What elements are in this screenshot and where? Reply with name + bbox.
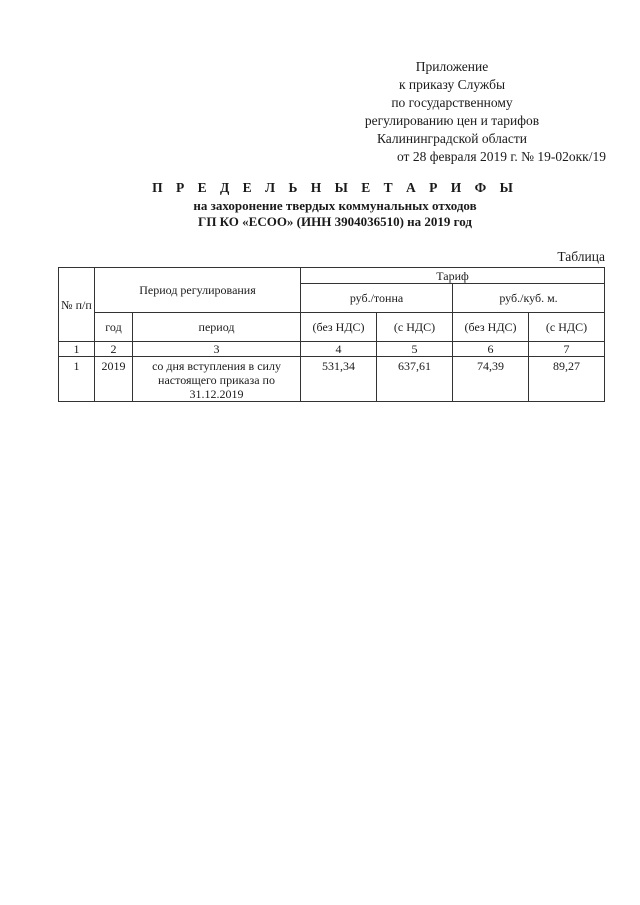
header-year: год	[95, 313, 133, 342]
title-organization: ГП КО «ЕСОО» (ИНН 3904036510) на 2019 год	[198, 214, 472, 229]
row-m3-vat: 89,27	[529, 357, 605, 402]
row-period: со дня вступления в силу настоящего приказа по 31.12.2019	[133, 357, 301, 402]
column-index: 5	[377, 342, 453, 357]
row-number: 1	[59, 357, 95, 402]
header-tariff: Тариф	[301, 268, 605, 284]
row-ton-vat: 637,61	[377, 357, 453, 402]
column-index: 4	[301, 342, 377, 357]
table-row	[59, 357, 605, 402]
tariff-table	[58, 267, 605, 402]
header-m3-no-vat: (без НДС)	[453, 313, 529, 342]
header-period: Период регулирования	[95, 268, 301, 313]
appendix-line: регулированию цен и тарифов	[364, 113, 540, 128]
appendix-block	[302, 58, 606, 166]
appendix-order-date: от 28 февраля 2019 г. № 19-02окк/19	[396, 149, 606, 164]
header-m3-vat: (с НДС)	[529, 313, 605, 342]
header-number: № п/п	[59, 268, 95, 342]
row-ton-no-vat: 531,34	[301, 357, 377, 402]
appendix-line: Калининградской области	[376, 131, 528, 146]
header-period-dates: период	[133, 313, 301, 342]
appendix-line: Приложение	[415, 59, 489, 74]
header-unit-ton: руб./тонна	[301, 284, 453, 313]
row-m3-no-vat: 74,39	[453, 357, 529, 402]
column-index-row	[59, 342, 605, 357]
document-title	[100, 180, 570, 230]
appendix-line: к приказу Службы	[398, 77, 506, 92]
column-index: 7	[529, 342, 605, 357]
header-unit-m3: руб./куб. м.	[453, 284, 605, 313]
title-heading: П Р Е Д Е Л Ь Н Ы Е Т А Р И Ф Ы	[152, 180, 518, 195]
table-header-row	[59, 313, 605, 342]
table-label: Таблица	[557, 249, 605, 264]
column-index: 6	[453, 342, 529, 357]
table-header-row	[59, 268, 605, 284]
header-ton-vat: (с НДС)	[377, 313, 453, 342]
title-subject: на захоронение твердых коммунальных отходов	[193, 198, 477, 213]
column-index: 1	[59, 342, 95, 357]
column-index: 3	[133, 342, 301, 357]
column-index: 2	[95, 342, 133, 357]
appendix-line: по государственному	[391, 95, 513, 110]
row-year: 2019	[95, 357, 133, 402]
header-ton-no-vat: (без НДС)	[301, 313, 377, 342]
